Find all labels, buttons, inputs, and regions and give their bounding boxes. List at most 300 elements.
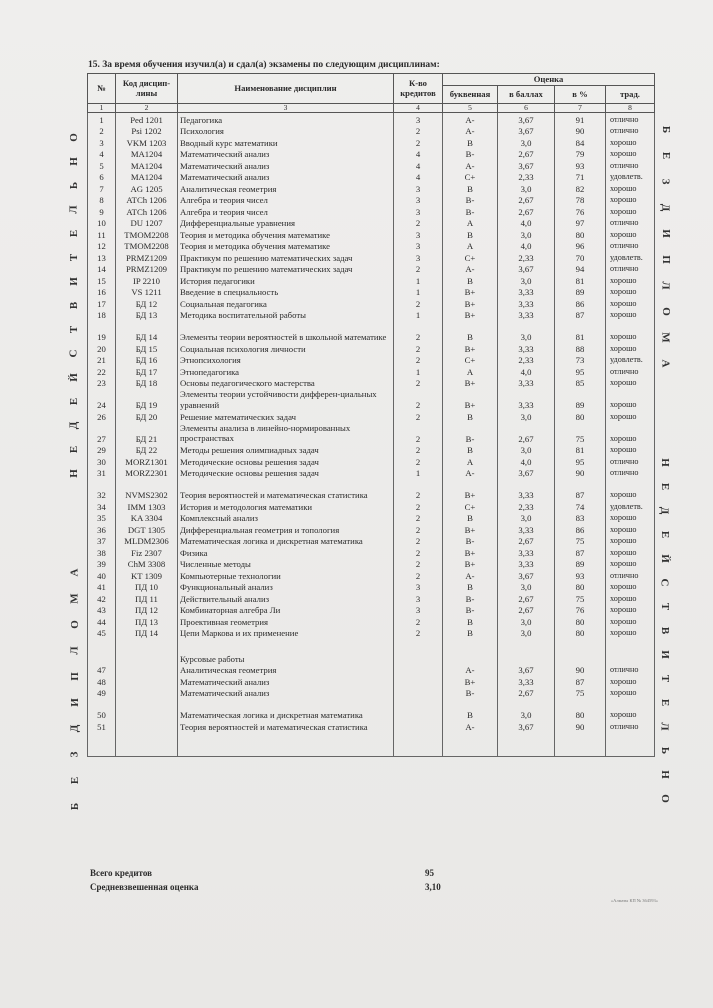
cell-pt: 2,67 xyxy=(498,422,555,444)
cell-name: Теория вероятностей и математическая статистика xyxy=(178,720,394,732)
section-heading: 15. За время обучения изучил(а) и сдал(а) экзамены по следующим дисциплинам: xyxy=(88,60,440,70)
cell-lt: A xyxy=(443,217,498,229)
cell-trad: хорошо xyxy=(606,604,655,616)
cell-code: AG 1205 xyxy=(116,182,178,194)
side-letter: Д xyxy=(658,506,671,515)
cell-lt: B- xyxy=(443,535,498,547)
side-letter: С xyxy=(67,349,80,358)
side-letter: А xyxy=(68,568,81,577)
cell-code: VKM 1203 xyxy=(116,136,178,148)
cell-trad: хорошо xyxy=(606,558,655,570)
cell-code: MORZ1301 xyxy=(116,455,178,467)
cell-cr xyxy=(394,687,443,699)
side-letter: З xyxy=(68,751,81,758)
side-text-right-bottom xyxy=(660,455,669,815)
cell-code xyxy=(116,687,178,699)
cell-cr: 2 xyxy=(394,535,443,547)
table-row xyxy=(88,569,655,581)
cell-code: MLDM2306 xyxy=(116,535,178,547)
cell-pt: 2,33 xyxy=(498,500,555,512)
cell-lt: B xyxy=(443,320,498,342)
table-row xyxy=(88,523,655,535)
cell-pt: 4,0 xyxy=(498,455,555,467)
cell-pc: 81 xyxy=(555,320,606,342)
cell-trad: хорошо xyxy=(606,422,655,444)
side-letter: П xyxy=(68,672,81,681)
cell-lt: B- xyxy=(443,687,498,699)
cell-trad: отлично xyxy=(606,455,655,467)
cell-pc: 87 xyxy=(555,675,606,687)
cell-pt: 3,0 xyxy=(498,320,555,342)
cell-code: Ped 1201 xyxy=(116,113,178,125)
cell-name: Теория и методика обучения математике xyxy=(178,228,394,240)
cell-cr: 2 xyxy=(394,627,443,639)
cell-name: Теория и методика обучения математике xyxy=(178,240,394,252)
cell-code: TMOM2208 xyxy=(116,240,178,252)
side-letter: Т xyxy=(658,602,671,611)
cell-lt: B+ xyxy=(443,377,498,389)
cell-name: Математический анализ xyxy=(178,675,394,687)
cell-num: 18 xyxy=(88,309,116,321)
side-letter: Е xyxy=(67,397,80,406)
cell-name: Комплексный анализ xyxy=(178,512,394,524)
cell-pt: 3,0 xyxy=(498,274,555,286)
cell-lt: B xyxy=(443,698,498,720)
cell-pt: 3,0 xyxy=(498,182,555,194)
cell-num: 10 xyxy=(88,217,116,229)
header-credits: К-во кредитов xyxy=(394,74,443,104)
cell-code: БД 18 xyxy=(116,377,178,389)
cell-pt: 3,67 xyxy=(498,664,555,676)
cell-lt: A- xyxy=(443,720,498,732)
side-letter: Е xyxy=(658,530,671,539)
cell-cr: 2 xyxy=(394,546,443,558)
cell-num: 51 xyxy=(88,720,116,732)
cell-code: ПД 12 xyxy=(116,604,178,616)
cell-cr: 2 xyxy=(394,558,443,570)
side-letter: З xyxy=(659,178,672,185)
table-row xyxy=(88,388,655,410)
cell-trad: хорошо xyxy=(606,523,655,535)
cell-pc: 86 xyxy=(555,523,606,535)
side-letter: Н xyxy=(658,458,671,467)
column-index: 3 xyxy=(178,104,394,113)
cell-num: 13 xyxy=(88,251,116,263)
cell-trad: хорошо xyxy=(606,687,655,699)
cell-pc: 87 xyxy=(555,309,606,321)
table-row xyxy=(88,687,655,699)
cell-name: Решение математических задач xyxy=(178,410,394,422)
side-letter: Л xyxy=(659,281,672,290)
cell-lt: B+ xyxy=(443,523,498,535)
cell-pc: 78 xyxy=(555,194,606,206)
cell-name: Практикум по решению математических задач xyxy=(178,251,394,263)
cell-pt: 3,0 xyxy=(498,581,555,593)
header-points: в баллах xyxy=(498,86,555,104)
cell-trad: хорошо xyxy=(606,698,655,720)
cell-pc: 75 xyxy=(555,592,606,604)
column-index: 7 xyxy=(555,104,606,113)
cell-cr: 2 xyxy=(394,136,443,148)
cell-name: Социальная педагогика xyxy=(178,297,394,309)
cell-pt: 2,67 xyxy=(498,148,555,160)
cell-trad: хорошо xyxy=(606,205,655,217)
coursework-title: Курсовые работы xyxy=(178,648,394,664)
cell-cr: 3 xyxy=(394,604,443,616)
table-row xyxy=(88,217,655,229)
cell-num: 3 xyxy=(88,136,116,148)
cell-pt: 2,67 xyxy=(498,687,555,699)
cell-cr: 2 xyxy=(394,569,443,581)
cell-code: IMM 1303 xyxy=(116,500,178,512)
cell-lt: B+ xyxy=(443,478,498,500)
cell-num: 27 xyxy=(88,422,116,444)
side-letter: Й xyxy=(67,373,80,382)
table-row xyxy=(88,455,655,467)
cell-pc: 73 xyxy=(555,354,606,366)
cell-num: 43 xyxy=(88,604,116,616)
cell-trad: хорошо xyxy=(606,182,655,194)
cell-trad: хорошо xyxy=(606,627,655,639)
side-letter: Е xyxy=(67,445,80,454)
cell-pc: 81 xyxy=(555,444,606,456)
side-letter: Б xyxy=(68,802,81,811)
table-row xyxy=(88,698,655,720)
cell-cr: 2 xyxy=(394,512,443,524)
cell-cr: 3 xyxy=(394,182,443,194)
cell-pc: 97 xyxy=(555,217,606,229)
cell-pc: 91 xyxy=(555,113,606,125)
cell-trad: отлично xyxy=(606,217,655,229)
cell-name: Методы решения олимпиадных задач xyxy=(178,444,394,456)
cell-trad: отлично xyxy=(606,467,655,479)
cell-pc: 90 xyxy=(555,125,606,137)
cell-code: БД 16 xyxy=(116,354,178,366)
cell-pc: 83 xyxy=(555,512,606,524)
side-letter: И xyxy=(658,650,671,659)
cell-code: TMOM2208 xyxy=(116,228,178,240)
cell-lt: B- xyxy=(443,205,498,217)
cell-pt: 3,0 xyxy=(498,627,555,639)
cell-lt: B+ xyxy=(443,342,498,354)
total-credits-value: 95 xyxy=(425,868,434,878)
table-row xyxy=(88,309,655,321)
cell-code: ChM 3308 xyxy=(116,558,178,570)
cell-name: Методические основы решения задач xyxy=(178,455,394,467)
cell-lt: B xyxy=(443,444,498,456)
column-index: 2 xyxy=(116,104,178,113)
cell-trad: удовлетв. xyxy=(606,251,655,263)
cell-cr xyxy=(394,664,443,676)
cell-pt: 3,0 xyxy=(498,228,555,240)
cell-pt: 3,67 xyxy=(498,263,555,275)
table-row xyxy=(88,664,655,676)
cell-code: БД 20 xyxy=(116,410,178,422)
cell-pc: 90 xyxy=(555,664,606,676)
cell-num: 35 xyxy=(88,512,116,524)
table-row xyxy=(88,194,655,206)
table-row xyxy=(88,720,655,732)
cell-pt: 3,33 xyxy=(498,297,555,309)
cell-pc: 85 xyxy=(555,377,606,389)
cell-pc: 75 xyxy=(555,535,606,547)
cell-pc: 80 xyxy=(555,228,606,240)
cell-num: 9 xyxy=(88,205,116,217)
cell-trad: удовлетв. xyxy=(606,500,655,512)
cell-num: 21 xyxy=(88,354,116,366)
table-row xyxy=(88,113,655,125)
side-letter: И xyxy=(68,698,81,707)
cell-cr: 3 xyxy=(394,194,443,206)
cell-pc: 76 xyxy=(555,604,606,616)
cell-pc: 90 xyxy=(555,467,606,479)
table-row xyxy=(88,478,655,500)
cell-name: Компьютерные технологии xyxy=(178,569,394,581)
cell-pt: 3,67 xyxy=(498,720,555,732)
table-row xyxy=(88,500,655,512)
cell-code xyxy=(116,675,178,687)
cell-pc: 86 xyxy=(555,297,606,309)
cell-code: DGT 1305 xyxy=(116,523,178,535)
cell-pt: 3,67 xyxy=(498,125,555,137)
cell-lt: B- xyxy=(443,194,498,206)
cell-pc: 75 xyxy=(555,687,606,699)
table-row xyxy=(88,365,655,377)
cell-cr: 1 xyxy=(394,274,443,286)
cell-name: Введение в специальность xyxy=(178,286,394,298)
table-row xyxy=(88,604,655,616)
side-text-left-top xyxy=(67,130,80,490)
cell-pt: 4,0 xyxy=(498,240,555,252)
cell-pt: 3,0 xyxy=(498,615,555,627)
cell-pc: 96 xyxy=(555,240,606,252)
cell-name: Действительный анализ xyxy=(178,592,394,604)
cell-num: 1 xyxy=(88,113,116,125)
cell-pc: 95 xyxy=(555,455,606,467)
cell-name: Математический анализ xyxy=(178,687,394,699)
side-letter: Б xyxy=(659,125,672,134)
side-text-right-top xyxy=(660,122,670,382)
cell-num: 37 xyxy=(88,535,116,547)
cell-pt: 2,33 xyxy=(498,354,555,366)
cell-lt: C+ xyxy=(443,251,498,263)
cell-cr: 1 xyxy=(394,365,443,377)
side-letter: Н xyxy=(67,157,80,166)
side-letter: Н xyxy=(658,770,671,779)
cell-cr: 4 xyxy=(394,148,443,160)
side-letter: О xyxy=(68,620,81,629)
cell-name: Психология xyxy=(178,125,394,137)
cell-num: 12 xyxy=(88,240,116,252)
cell-code: БД 13 xyxy=(116,309,178,321)
cell-code: MA1204 xyxy=(116,148,178,160)
cell-code xyxy=(116,698,178,720)
table-row xyxy=(88,581,655,593)
cell-name: Цепи Маркова и их применение xyxy=(178,627,394,639)
table-row xyxy=(88,320,655,342)
cell-num: 15 xyxy=(88,274,116,286)
cell-num: 41 xyxy=(88,581,116,593)
cell-num: 30 xyxy=(88,455,116,467)
table-row xyxy=(88,297,655,309)
cell-lt: A- xyxy=(443,664,498,676)
cell-cr: 4 xyxy=(394,159,443,171)
cell-name: Элементы теории устойчивости дифферен-циальных уравнений xyxy=(178,388,394,410)
side-letter: Е xyxy=(68,776,81,785)
cell-pc: 87 xyxy=(555,478,606,500)
cell-pc: 89 xyxy=(555,388,606,410)
table-row xyxy=(88,240,655,252)
cell-cr: 1 xyxy=(394,467,443,479)
cell-lt: B xyxy=(443,182,498,194)
cell-lt: A- xyxy=(443,569,498,581)
cell-trad: хорошо xyxy=(606,228,655,240)
cell-lt: B xyxy=(443,581,498,593)
cell-code: ATCh 1206 xyxy=(116,205,178,217)
cell-name: Дифференциальные уравнения xyxy=(178,217,394,229)
cell-lt: A xyxy=(443,240,498,252)
cell-pc: 80 xyxy=(555,698,606,720)
header-name: Наименование дисциплин xyxy=(178,74,394,104)
table-row xyxy=(88,377,655,389)
cell-cr: 2 xyxy=(394,377,443,389)
table-row xyxy=(88,546,655,558)
cell-code: IP 2210 xyxy=(116,274,178,286)
table-row xyxy=(88,535,655,547)
side-letter: Л xyxy=(658,722,671,731)
table-row xyxy=(88,148,655,160)
cell-num: 50 xyxy=(88,698,116,720)
cell-pt: 3,33 xyxy=(498,377,555,389)
cell-cr: 3 xyxy=(394,205,443,217)
cell-pt: 2,67 xyxy=(498,205,555,217)
cell-cr: 1 xyxy=(394,309,443,321)
cell-num: 5 xyxy=(88,159,116,171)
side-letter: Д xyxy=(67,421,80,430)
cell-cr: 2 xyxy=(394,297,443,309)
cell-pt: 2,33 xyxy=(498,251,555,263)
cell-lt: C+ xyxy=(443,354,498,366)
cell-cr: 2 xyxy=(394,444,443,456)
cell-pc: 75 xyxy=(555,422,606,444)
cell-trad: отлично xyxy=(606,664,655,676)
cell-cr xyxy=(394,675,443,687)
cell-pt: 4,0 xyxy=(498,365,555,377)
column-index: 5 xyxy=(443,104,498,113)
cell-pt: 3,67 xyxy=(498,467,555,479)
cell-cr: 2 xyxy=(394,125,443,137)
cell-num: 19 xyxy=(88,320,116,342)
cell-name: Педагогика xyxy=(178,113,394,125)
cell-num: 16 xyxy=(88,286,116,298)
cell-pc: 80 xyxy=(555,615,606,627)
table-row xyxy=(88,422,655,444)
side-letter: Е xyxy=(67,229,80,238)
cell-trad: хорошо xyxy=(606,615,655,627)
cell-pc: 80 xyxy=(555,581,606,593)
cell-code: БД 12 xyxy=(116,297,178,309)
cell-num: 20 xyxy=(88,342,116,354)
side-letter: Ь xyxy=(67,181,80,190)
side-letter: Е xyxy=(658,482,671,491)
cell-num: 26 xyxy=(88,410,116,422)
cell-trad: хорошо xyxy=(606,342,655,354)
cell-cr: 3 xyxy=(394,581,443,593)
cell-name: Элементы анализа в линейно-нормированных пространствах xyxy=(178,422,394,444)
side-letter: В xyxy=(658,626,671,635)
cell-trad: хорошо xyxy=(606,444,655,456)
table-row xyxy=(88,159,655,171)
side-letter: И xyxy=(659,229,672,238)
cell-lt: B xyxy=(443,136,498,148)
side-letter: В xyxy=(67,301,80,310)
cell-code: ПД 10 xyxy=(116,581,178,593)
cell-num: 2 xyxy=(88,125,116,137)
cell-trad: отлично xyxy=(606,263,655,275)
cell-name: Этнопсихология xyxy=(178,354,394,366)
cell-name: Дифференциальная геометрия и топология xyxy=(178,523,394,535)
cell-trad: отлично xyxy=(606,720,655,732)
cell-num: 39 xyxy=(88,558,116,570)
cell-lt: A- xyxy=(443,125,498,137)
cell-trad: хорошо xyxy=(606,581,655,593)
side-letter: Т xyxy=(67,253,80,262)
cell-name: Алгебра и теория чисел xyxy=(178,205,394,217)
cell-cr: 3 xyxy=(394,251,443,263)
cell-num: 7 xyxy=(88,182,116,194)
side-letter: П xyxy=(659,255,672,264)
column-index-row xyxy=(88,104,655,113)
cell-pc: 95 xyxy=(555,365,606,377)
cell-lt: B- xyxy=(443,604,498,616)
cell-lt: B+ xyxy=(443,675,498,687)
table-row xyxy=(88,182,655,194)
cell-lt: A- xyxy=(443,263,498,275)
cell-pt: 3,33 xyxy=(498,523,555,535)
side-letter: Т xyxy=(67,325,80,334)
cell-trad: хорошо xyxy=(606,592,655,604)
cell-num: 40 xyxy=(88,569,116,581)
total-credits-label: Всего кредитов xyxy=(90,868,152,878)
cell-num: 38 xyxy=(88,546,116,558)
cell-cr xyxy=(394,720,443,732)
cell-name: Элементы теории вероятностей в школьной математике xyxy=(178,320,394,342)
cell-trad: отлично xyxy=(606,569,655,581)
side-letter: Д xyxy=(68,724,81,733)
cell-pt: 2,33 xyxy=(498,171,555,183)
cell-pc: 76 xyxy=(555,205,606,217)
cell-name: Практикум по решению математических задач xyxy=(178,263,394,275)
cell-code: KA 3304 xyxy=(116,512,178,524)
cell-trad: хорошо xyxy=(606,535,655,547)
cell-lt: B+ xyxy=(443,546,498,558)
cell-pc: 93 xyxy=(555,159,606,171)
cell-pc: 80 xyxy=(555,410,606,422)
cell-pc: 79 xyxy=(555,148,606,160)
cell-cr: 1 xyxy=(394,286,443,298)
cell-cr: 2 xyxy=(394,422,443,444)
table-row xyxy=(88,467,655,479)
cell-num: 6 xyxy=(88,171,116,183)
cell-lt: B+ xyxy=(443,297,498,309)
table-row xyxy=(88,286,655,298)
cell-pc: 87 xyxy=(555,546,606,558)
gpa-value: 3,10 xyxy=(425,882,441,892)
cell-trad: хорошо xyxy=(606,377,655,389)
side-letter: Д xyxy=(659,203,672,212)
column-index: 6 xyxy=(498,104,555,113)
cell-name: Математический анализ xyxy=(178,171,394,183)
